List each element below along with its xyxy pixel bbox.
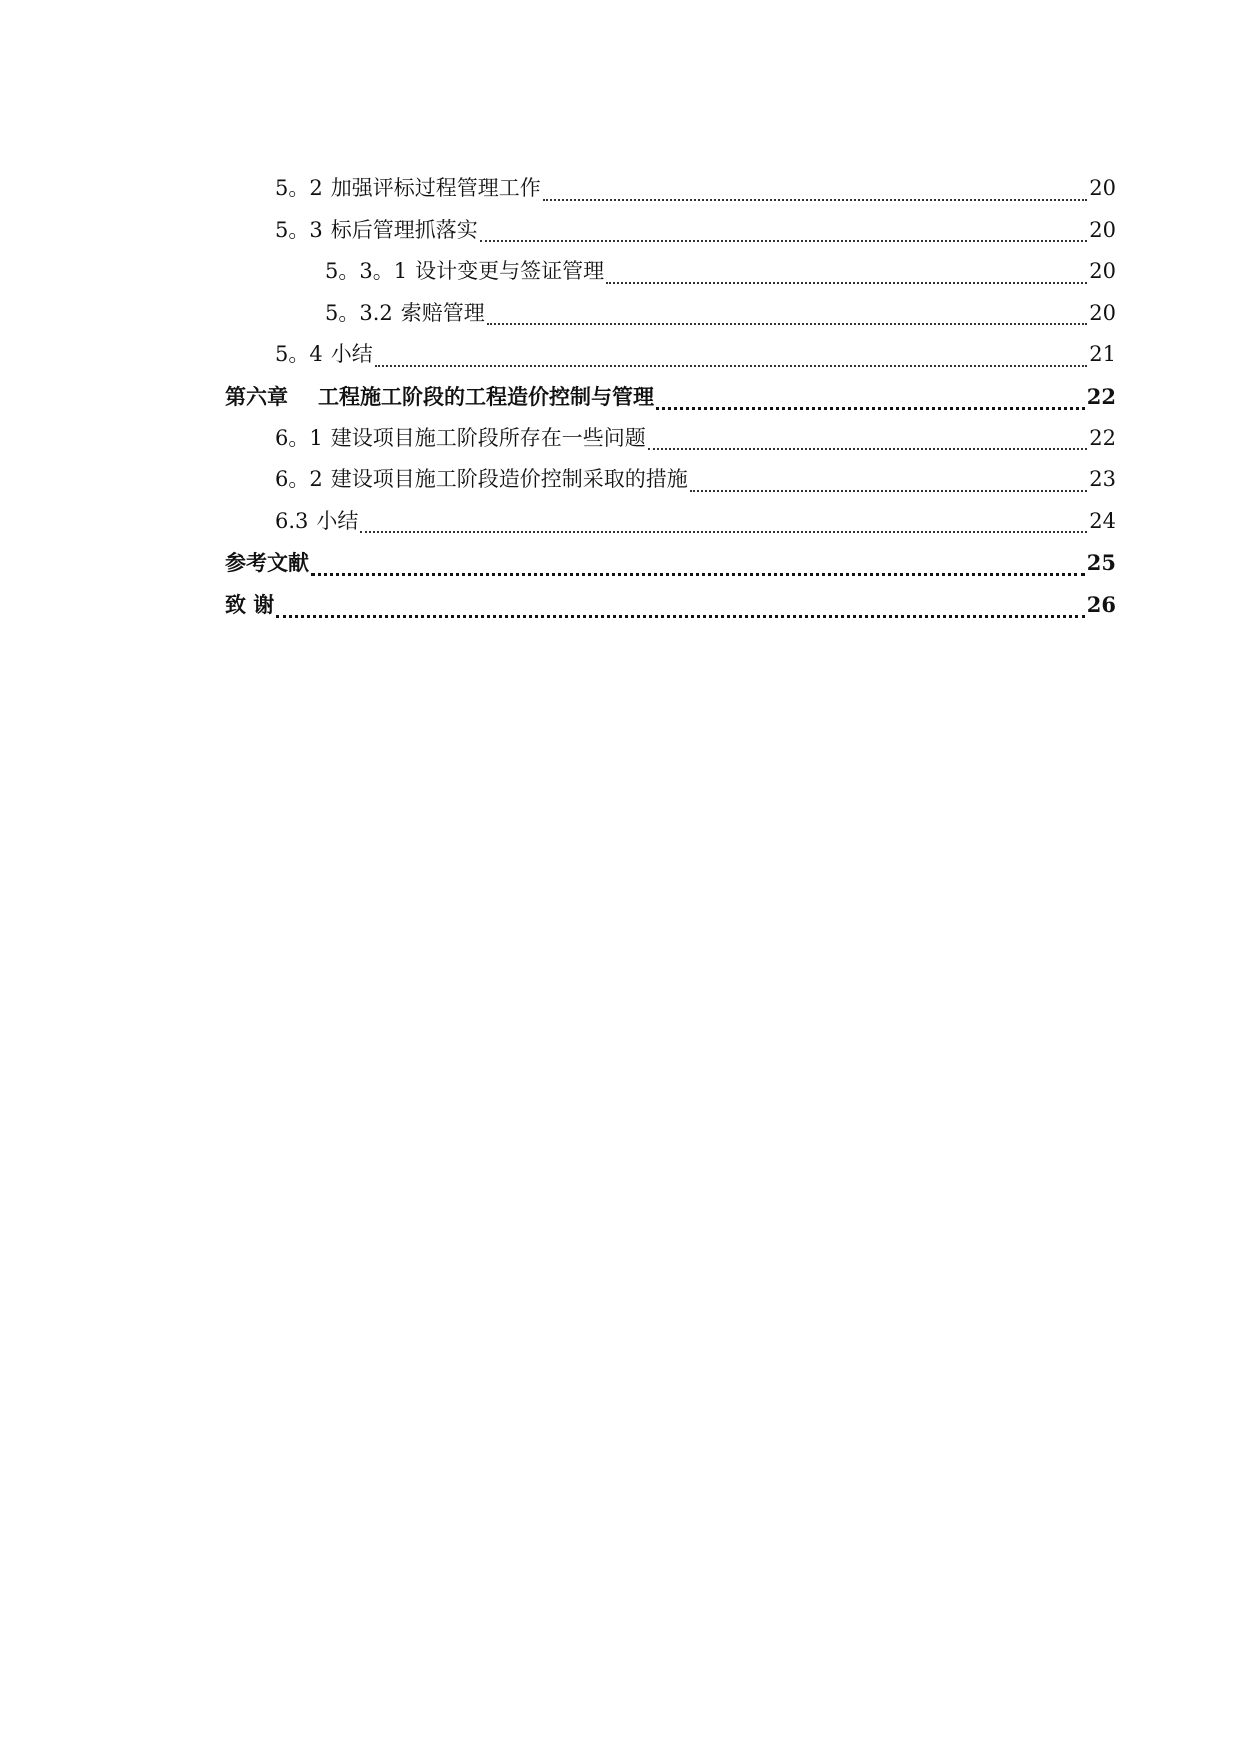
- table-of-contents: [225, 168, 1116, 626]
- toc-entry-page-number: 21: [1089, 342, 1116, 367]
- toc-entry-title: 建设项目施工阶段造价控制采取的措施: [330, 467, 688, 492]
- toc-entry-5-3[interactable]: [225, 210, 1116, 252]
- toc-entry-chapter-6[interactable]: [225, 376, 1116, 418]
- toc-entry-label: [325, 293, 485, 335]
- toc-entry-page-number: 20: [1089, 176, 1116, 200]
- dot-leader: [276, 615, 1084, 618]
- toc-entry-label: [225, 376, 654, 418]
- toc-entry-number: 6。1: [275, 425, 323, 450]
- toc-entry-label: [225, 584, 274, 626]
- toc-entry-number: 5。2: [275, 176, 323, 200]
- dot-leader: [487, 323, 1088, 325]
- toc-entry-label: [275, 168, 541, 210]
- dot-leader: [543, 199, 1088, 201]
- dot-leader: [648, 448, 1088, 450]
- toc-entry-title: 小结: [330, 342, 373, 367]
- toc-entry-number: 6。2: [275, 467, 323, 492]
- toc-entry-label: [275, 501, 358, 543]
- toc-entry-number: 6.3: [275, 508, 309, 533]
- dot-leader: [311, 573, 1085, 576]
- toc-entry-number: 5。3。1: [325, 259, 408, 284]
- toc-entry-references[interactable]: [225, 542, 1116, 584]
- toc-entry-page-number: 20: [1089, 300, 1116, 325]
- toc-entry-6-3[interactable]: [225, 501, 1116, 543]
- toc-entry-number: 5。4: [275, 342, 323, 367]
- toc-entry-5-3-2[interactable]: [225, 293, 1116, 335]
- dot-leader: [606, 282, 1087, 284]
- toc-entry-label: [275, 210, 478, 252]
- toc-entry-page-number: 26: [1086, 591, 1116, 617]
- toc-entry-label: [325, 251, 604, 293]
- toc-entry-title: 工程施工阶段的工程造价控制与管理: [318, 383, 654, 409]
- toc-entry-title: 索赔管理: [400, 300, 485, 325]
- toc-entry-title: 设计变更与签证管理: [415, 259, 605, 284]
- toc-entry-page-number: 20: [1089, 217, 1116, 242]
- toc-entry-page-number: 23: [1089, 467, 1116, 492]
- toc-entry-page-number: 22: [1086, 383, 1116, 409]
- toc-entry-title: 加强评标过程管理工作: [330, 176, 541, 200]
- toc-entry-5-2[interactable]: [225, 168, 1116, 210]
- toc-entry-title: 建设项目施工阶段所存在一些问题: [330, 425, 646, 450]
- toc-entry-label: [275, 418, 646, 460]
- toc-entry-title: 致 谢: [225, 591, 275, 617]
- dot-leader: [690, 490, 1088, 492]
- dot-leader: [480, 240, 1088, 242]
- toc-entry-label: [225, 542, 309, 584]
- toc-entry-title: 参考文献: [225, 550, 309, 576]
- toc-entry-number: 第六章: [225, 383, 288, 409]
- toc-entry-5-3-1[interactable]: [225, 251, 1116, 293]
- toc-entry-page-number: 25: [1086, 550, 1116, 576]
- toc-entry-page-number: 20: [1089, 259, 1116, 284]
- dot-leader: [375, 365, 1088, 367]
- dot-leader: [656, 407, 1085, 410]
- toc-entry-page-number: 24: [1089, 508, 1116, 533]
- toc-entry-title: 标后管理抓落实: [330, 217, 478, 242]
- toc-entry-title: 小结: [316, 508, 359, 533]
- toc-entry-6-2[interactable]: [225, 459, 1116, 501]
- toc-entry-number: 5。3.2: [325, 300, 393, 325]
- toc-entry-number: 5。3: [275, 217, 323, 242]
- toc-entry-acknowledgements[interactable]: [225, 584, 1116, 626]
- toc-entry-page-number: 22: [1089, 425, 1116, 450]
- toc-entry-6-1[interactable]: [225, 418, 1116, 460]
- dot-leader: [360, 531, 1087, 533]
- toc-entry-label: [275, 459, 688, 501]
- toc-entry-label: [275, 334, 373, 376]
- toc-entry-5-4[interactable]: [225, 334, 1116, 376]
